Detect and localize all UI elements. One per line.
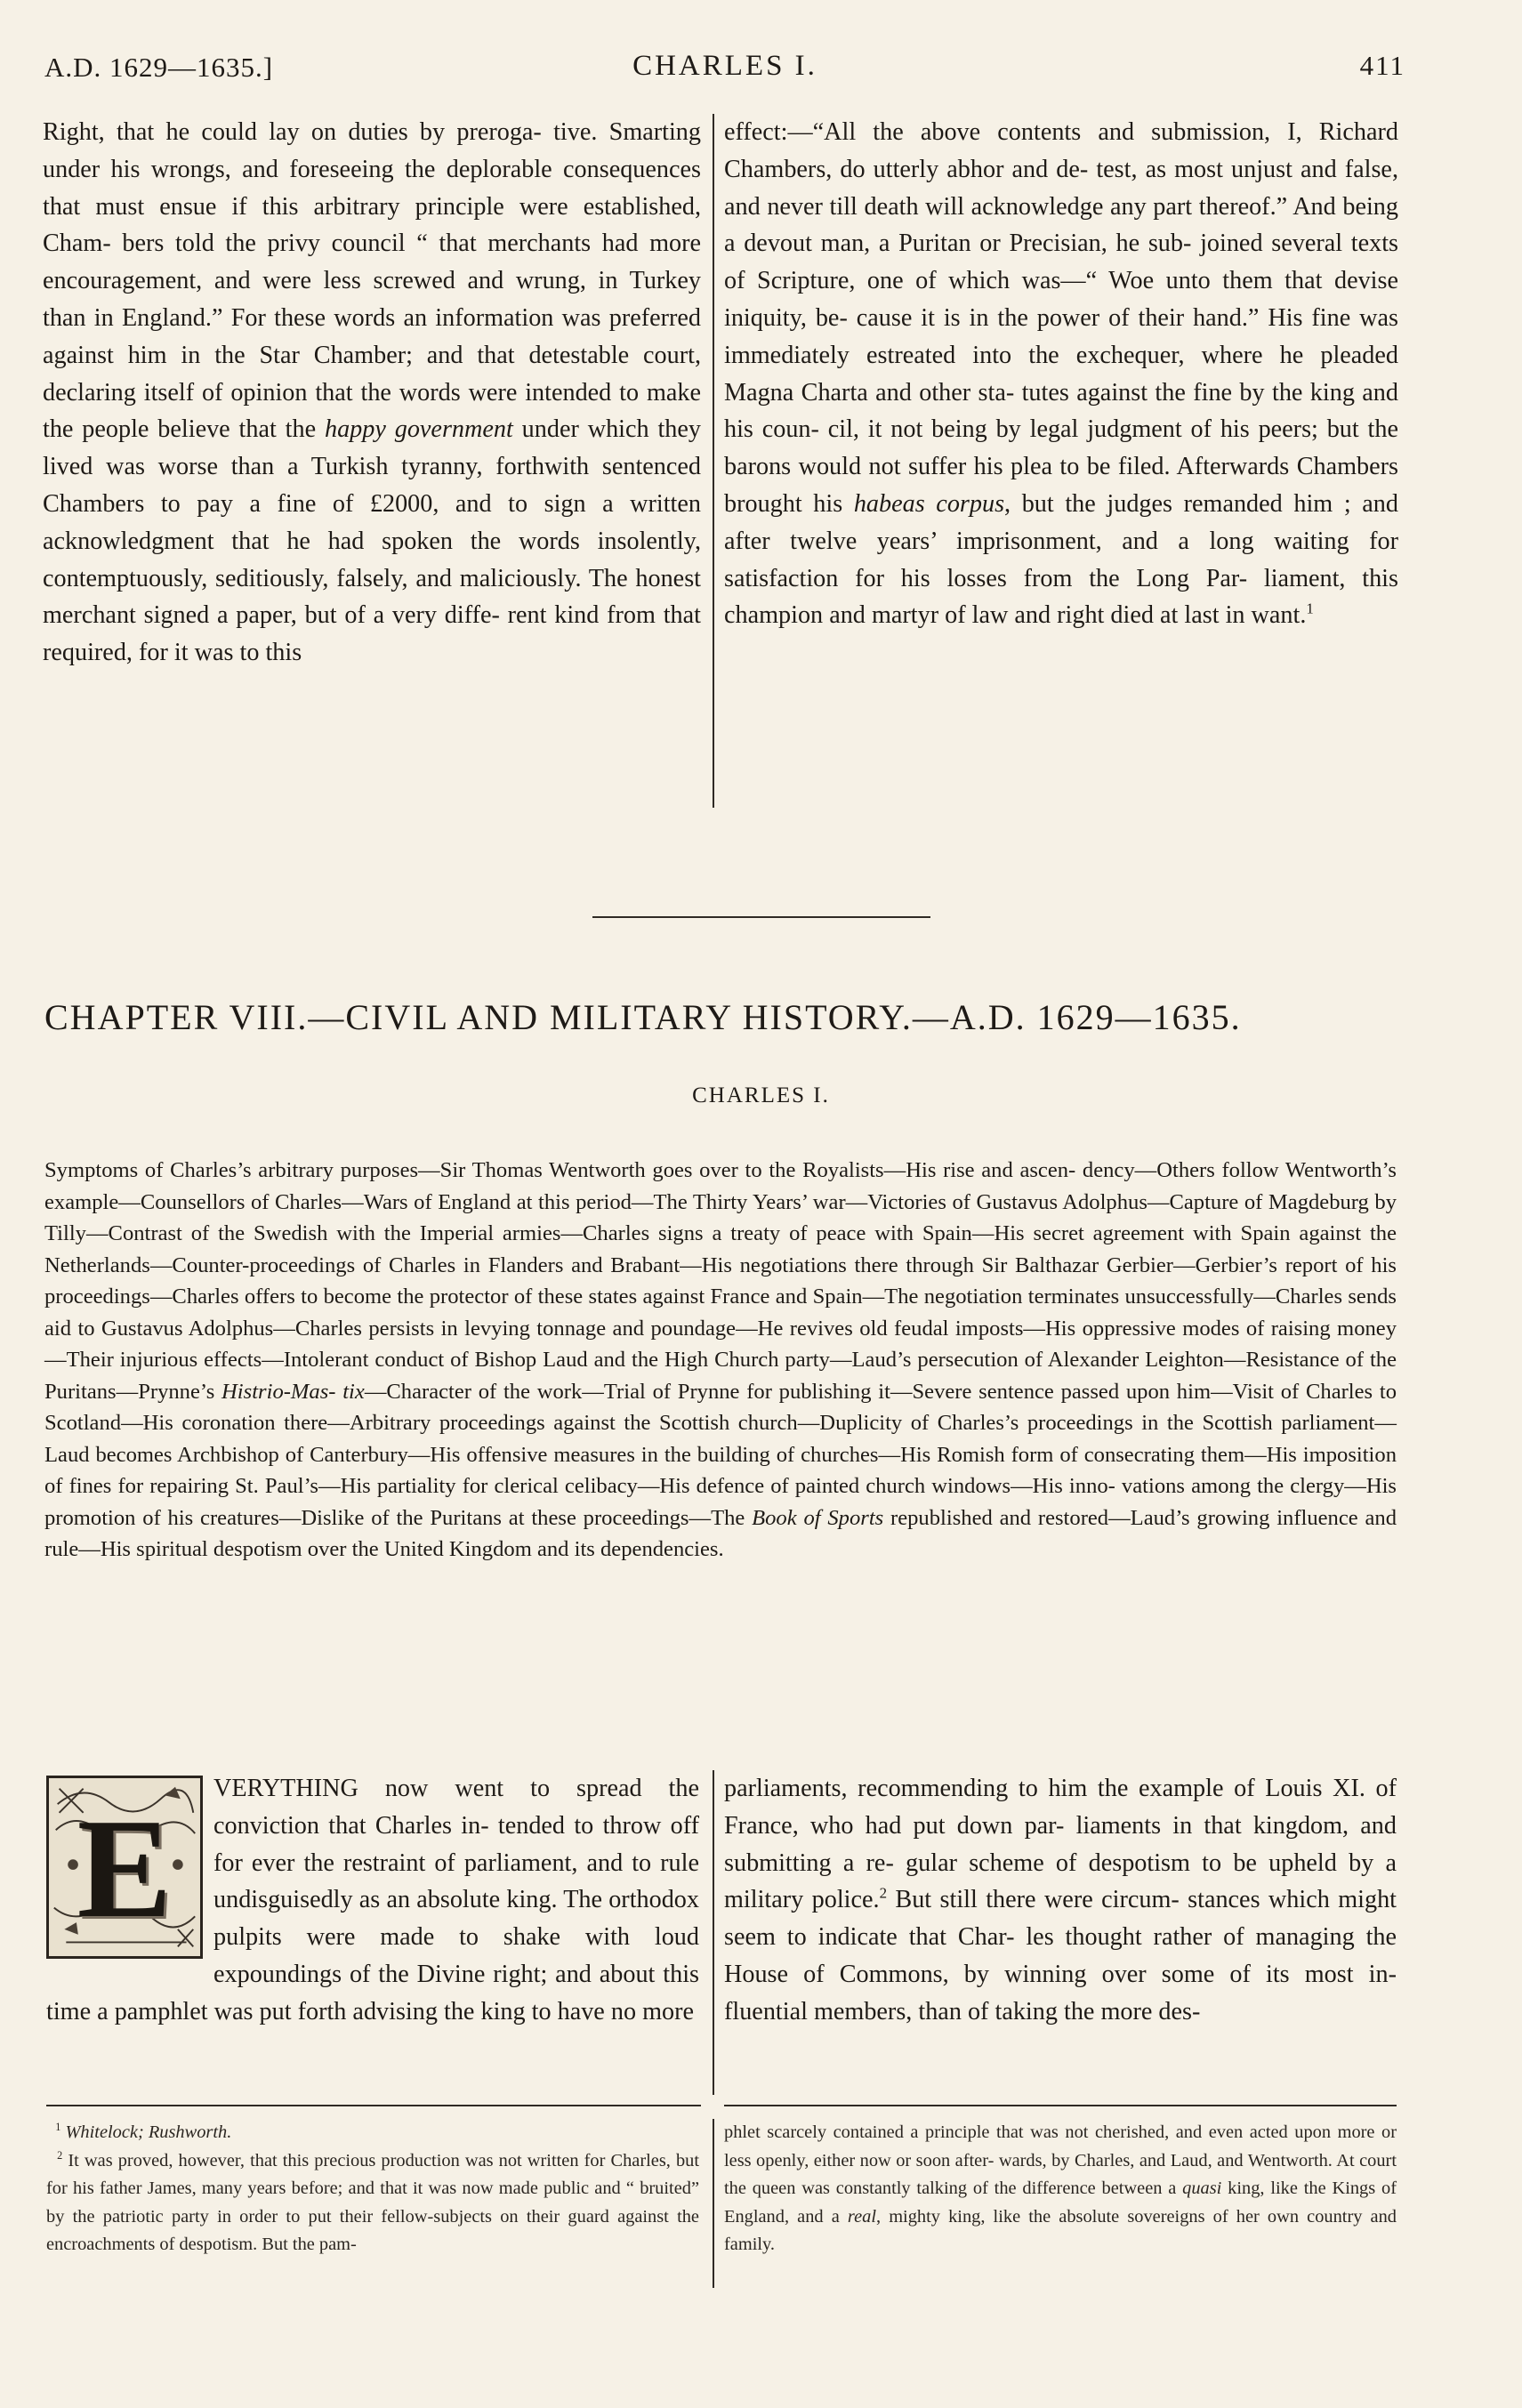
drop-cap-letter: E: [77, 1789, 173, 1947]
column-divider: [713, 114, 714, 808]
body-left-column: [46, 1770, 699, 2031]
italic-phrase: Book of Sports: [752, 1505, 884, 1530]
top-left-column: [43, 114, 701, 672]
chapter-synopsis: Symptoms of Charles’s arbitrary purposes—Sir Thomas Wentworth goes over to the Royalists—His rise and ascen- dency—Others follow Wentworth’s example—Counsellors of Charles—Wars of England at this period—The Thirty Years’ war—Victories of Gustavus Adolphus—Capture of Magdeburg by Tilly—Contrast of the Swedish with the Imperial armies—Charles signs a treaty of peace with Spain—His secret agreement with Spain against the Netherlands—Counter-proceedings of Charles in Flanders and Brabant—His negotiations there through Sir Balthazar Gerbier—Gerbier’s report of his proceedings—Charles offers to become the protector of these states against France and Spain—The negotiation terminates unsuccessfully—Charles sends aid to Gustavus Adolphus—Charles persists in levying tonnage and poundage—He revives old feudal imposts—His oppressive modes of raising money—Their injurious effects—Intolerant conduct of Bishop Laud and the High Church party—Laud’s persecution of Alexander Leighton—Resistance of the Puritans—Prynne’s Histrio-Mas- tix—Character of the work—Trial of Prynne for publishing it—Severe sentence passed upon him—Visit of Charles to Scotland—His coronation there—Arbitrary proceedings against the Scottish church—Duplicity of Charles’s proceedings in the Scottish parliament—Laud becomes Archbishop of Canterbury—His offensive measures in the building of churches—His Romish form of consecrating them—His imposition of fines for repairing St. Paul’s—His partiality for clerical celibacy—His defence of painted church windows—His inno- vations among the clergy—His promotion of his creatures—Dislike of the Puritans at these proceedings—The Book of Sports republished and restored—Laud’s growing influence and rule—His spiritual despotism over the United Kingdom and its dependencies.: [44, 1158, 1397, 1561]
paragraph: parliaments, recommending to him the example of Louis XI. of France, who had put down par- liaments in that kingdom, and submitting a re- gular scheme of despotism to be upheld by a military police.$^2$ But still there were circum- stances which might seem to indicate that Char- les thought rather of managing the House of Commons, by winning over some of its most in- fluential members, than of taking the more des-: [724, 1775, 1397, 2025]
footnote-rule: [46, 2105, 701, 2106]
column-divider: [713, 2119, 714, 2288]
italic-phrase: habeas corpus: [853, 489, 1005, 518]
running-head-title: CHARLES I.: [632, 50, 817, 82]
footnote: $^2$ It was proved, however, that this precious production was not written for Charles, but for his father James, many years before; and that it was now made public and “ bruited” by the patriotic party in order to put their fellow-subjects on their guard against the encroachments of despotism. But the pam-: [46, 2148, 699, 2254]
chapter-subtitle: CHARLES I.: [692, 1083, 830, 1107]
section-divider: [592, 916, 930, 918]
footnotes-right: [724, 2119, 1397, 2259]
footnote-rule: [724, 2105, 1397, 2106]
paragraph: VERYTHING now went to spread the conviction that Charles in- tended to throw off for ever the restraint of parliament, and to rule undisguisedly as an absolute king. The orthodox pulpits were made to shake with loud expoundings of the Divine right; and about this time a pamphlet was put forth advising the king to have no more: [46, 1775, 699, 2025]
page-number: 411: [1359, 50, 1405, 81]
body-right-column: [724, 1770, 1397, 2031]
italic-phrase: happy government: [324, 415, 513, 444]
running-head-dates: A.D. 1629—1635.]: [44, 52, 274, 83]
drop-cap-illustration: [46, 1776, 203, 1959]
column-divider: [713, 1770, 714, 2095]
footnote: $^1$ Whitelock; Rushworth.: [55, 2121, 232, 2142]
running-head: [44, 46, 1405, 91]
footnotes-left: [46, 2119, 699, 2259]
italic-phrase: Histrio-Mas- tix: [221, 1379, 365, 1404]
footnote-marker: 1: [1306, 600, 1314, 617]
top-right-column: [724, 114, 1398, 634]
paragraph: effect:—“All the above contents and submission, I, Richard Chambers, do utterly abhor and de- test, as most unjust and false, and never till death will acknowledge any part thereof.” And being a devout man, a Puritan or Precisian, he sub- joined several texts of Scripture, one of which was—“ Woe unto them that devise iniquity, be- cause it is in the power of their hand.” His fine was immediately estreated into the exchequer, where he pleaded Magna Charta and other sta- tutes against the fine by the king and his coun- cil, it not being by legal judgment of his peers; but the barons would not suffer his plea to be filed. Afterwards Chambers brought his habeas corpus, but the judges remanded him ; and after twelve years’ imprisonment, and a long waiting for satisfaction for his losses from the Long Par- liament, this champion and martyr of law and right died at last in want.$^1$: [724, 118, 1398, 630]
chapter-title: CHAPTER VIII.—CIVIL AND MILITARY HISTORY.—A.D. 1629—1635.: [44, 997, 1242, 1037]
footnote-marker: 2: [879, 1885, 888, 1902]
footnote: phlet scarcely contained a principle that was not cherished, and even acted upon more or less openly, either now or soon after- wards, by Charles, and Laud, and Wentworth. At court the queen was constantly talking of the difference between a quasi king, like the Kings of England, and a real, mighty king, like the absolute sovereigns of her own country and family.: [724, 2122, 1397, 2254]
paragraph: Right, that he could lay on duties by preroga- tive. Smarting under his wrongs, and foreseeing the deplorable consequences that must ensue if this arbitrary principle were established, Cham- bers told the privy council “ that merchants had more encouragement, and were less screwed and wrung, in Turkey than in England.” For these words an information was preferred against him in the Star Chamber; and that detestable court, declaring itself of opinion that the words were intended to make the people believe that the happy government under which they lived was worse than a Turkish tyranny, forthwith sentenced Chambers to pay a fine of £2000, and to sign a written acknowledgment that he had spoken the words insolently, contemptuously, seditiously, falsely, and maliciously. The honest merchant signed a paper, but of a very diffe- rent kind from that required, for it was to this: [43, 118, 701, 667]
